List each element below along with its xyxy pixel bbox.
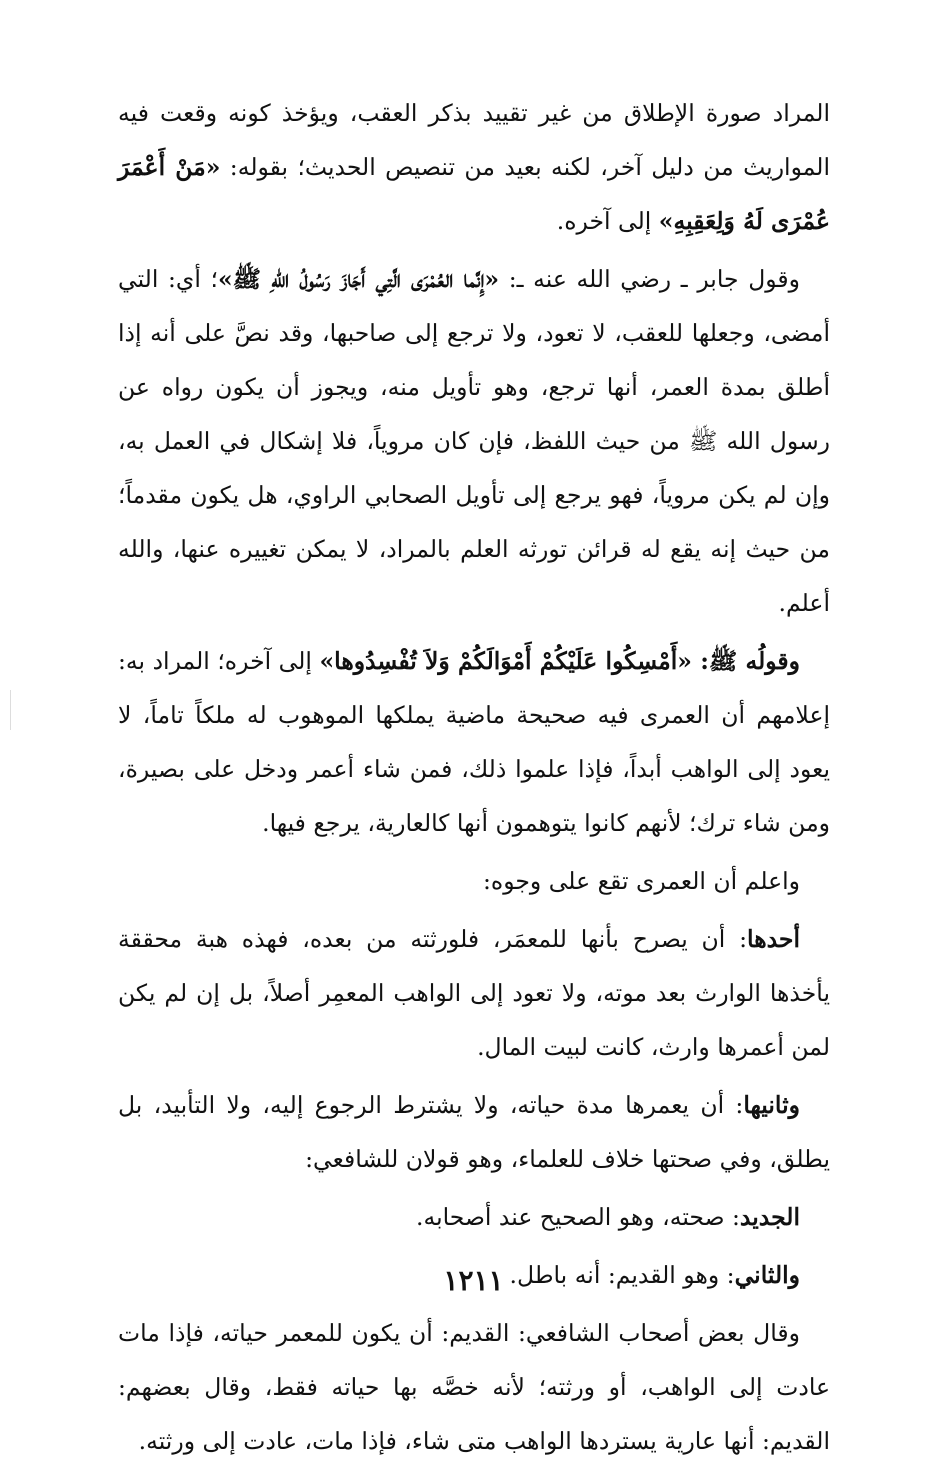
paragraph: [118, 1190, 830, 1244]
text-run: : أن يصرح بأنها للمعمَر، فلورثته من بعده، فهذه هبة محققة يأخذها الوارث بعد موته، ولا تعود إلى الواهب المعمِر أصلاً، بل إن لم يكن لمن أعمرها وارث، كانت لبيت المال.: [118, 925, 830, 1061]
paragraph: [118, 912, 830, 1074]
hadith-quote: «إِنَّما العُمْرَى الَّتِي أَجَازَ رَسُولُ اللهِ ﷺ»: [217, 265, 500, 293]
text-run: : وهو القديم: أنه باطل.: [509, 1261, 735, 1289]
paragraph: [118, 1306, 830, 1468]
text-run: ؛ أي: التي أمضى، وجعلها للعقب، لا تعود، ولا ترجع إلى صاحبها، وقد نصَّ على أنه إذا أطلق بمدة العمر، أنها ترجع، وهو تأويل منه، ويجوز أن يكون رواه عن رسول الله ﷺ من حيث اللفظ، فإن كان مروياً، فلا إشكال في العمل به، وإن لم يكن مروياً، فهو يرجع إلى تأويل الصحابي الراوي، هل يكون مقدماً؛ من حيث إنه يقع له قرائن تورثه العلم بالمراد، لا يمكن تغييره عنها، والله أعلم.: [118, 265, 830, 617]
page-edge-mark: [10, 690, 11, 730]
hadith-quote: «مَنْ أَعْمَرَ عُمْرَى لَهُ وَلِعَقِبِهِ»: [118, 153, 830, 235]
lead-term: الجديد: [739, 1203, 800, 1231]
page-number: ١٢١١: [443, 1264, 504, 1297]
text-run: المراد صورة الإطلاق من غير تقييد بذكر العقب، ويؤخذ كونه وقعت فيه المواريث من دليل آخر، لكنه بعيد من تنصيص الحديث؛ بقوله:: [118, 99, 830, 181]
lead-term: أحدها: [747, 925, 800, 953]
text-run: : أن يعمرها مدة حياته، ولا يشترط الرجوع إليه، ولا التأبيد، بل يطلق، وفي صحتها خلاف للعلماء، وهو قولان للشافعي:: [118, 1091, 830, 1173]
paragraph: [118, 854, 830, 908]
text-run: واعلم أن العمرى تقع على وجوه:: [483, 867, 800, 895]
paragraph: [118, 634, 830, 850]
text-run: إلى آخره.: [556, 207, 659, 235]
text-run: وقال بعض أصحاب الشافعي: القديم: أن يكون للمعمر حياته، فإذا مات عادت إلى الواهب، أو ورثته؛ لأنه خصَّه بها حياته فقط، وقال بعضهم: القديم: أنها عارية يستردها الواهب متى شاء، فإذا مات، عادت إلى ورثته.: [118, 1319, 830, 1455]
paragraph: [118, 86, 830, 248]
paragraph: [118, 1078, 830, 1186]
paragraph: [118, 252, 830, 630]
text-run: إلى آخره؛ المراد به: إعلامهم أن العمرى فيه صحيحة ماضية يملكها الموهوب له ملكاً تاماً، لا يعود إلى الواهب أبداً، فإذا علموا ذلك، فمن شاء أعمر ودخل على بصيرة، ومن شاء ترك؛ لأنهم كانوا يتوهمون أنها كالعارية، يرجع فيها.: [118, 647, 830, 837]
lead-term: والثاني: [734, 1261, 800, 1289]
lead-term: وقولُه ﷺ:: [691, 647, 800, 675]
text-run: : صحته، وهو الصحيح عند أصحابه.: [416, 1203, 740, 1231]
hadith-quote: «أَمْسِكُوا عَلَيْكُمْ أَمْوَالَكُمْ وَلاَ تُفْسِدُوها»: [319, 647, 692, 675]
text-run: وقول جابر ـ رضي الله عنه ـ:: [499, 265, 800, 293]
lead-term: وثانيها: [743, 1091, 800, 1119]
